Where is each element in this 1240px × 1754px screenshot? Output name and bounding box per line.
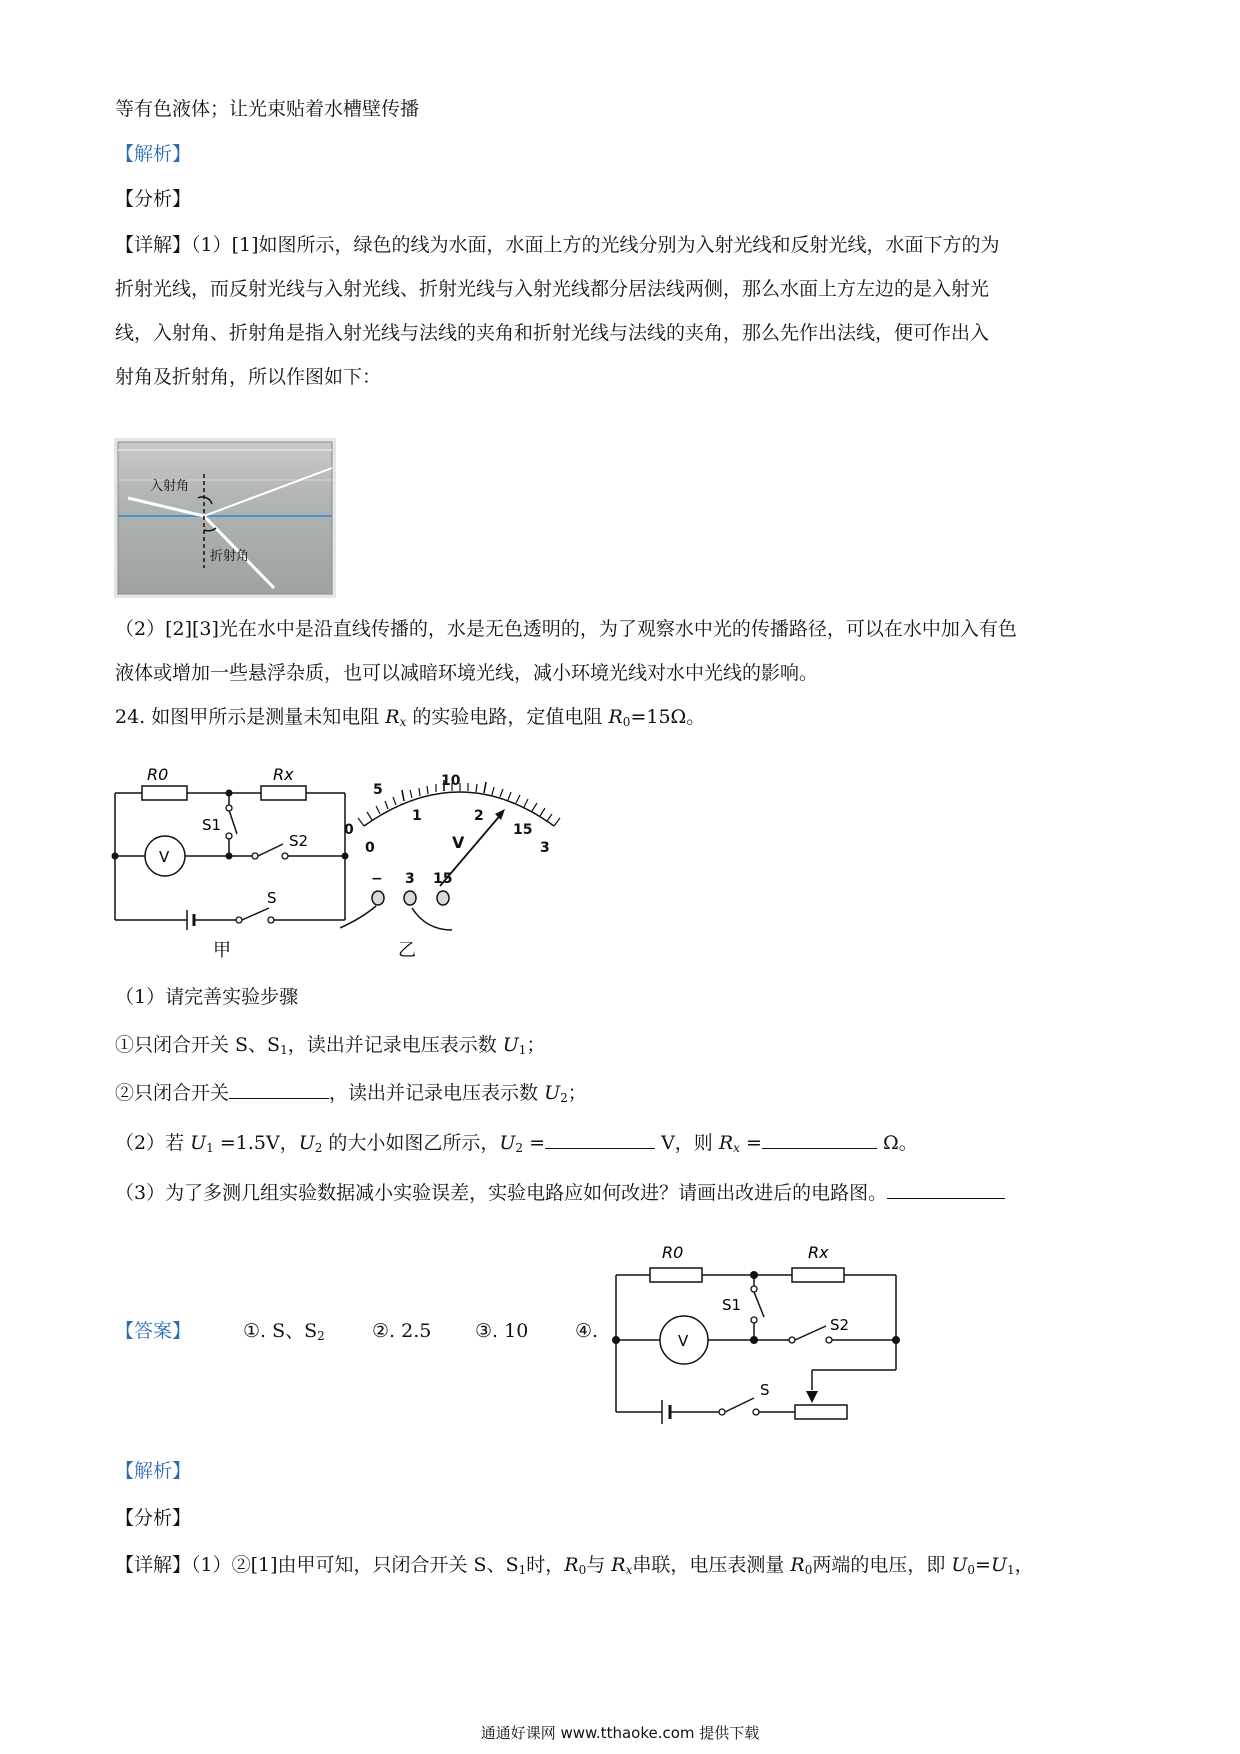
circuit-improved (600, 1222, 930, 1447)
page-footer: 通通好课网 www.tthaoke.com 提供下载 (480, 1724, 760, 1742)
jiexi-label: 【解析】 (115, 143, 192, 165)
rx-label: Rx (808, 1243, 829, 1262)
s-label: S (267, 889, 277, 907)
xiangjie-label: 【详解】 (115, 234, 192, 256)
scale-top-5: 5 (373, 782, 383, 798)
text-line: 等有色液体；让光束贴着水槽壁传播 (115, 98, 420, 120)
detail-line: （2）[2][3]光在水中是沿直线传播的，水是无色透明的，为了观察水中光的传播路径，可以在水中加入有色 (115, 618, 1017, 640)
detail-line: 液体或增加一些悬浮杂质，也可以减暗环境光线，减小环境光线对水中光线的影响。 (115, 662, 819, 684)
voltmeter-label: V (159, 848, 170, 866)
fenxi-label: 【分析】 (115, 1507, 192, 1529)
answer-blank[interactable] (229, 1080, 329, 1099)
scale-bottom-2: 2 (474, 808, 484, 824)
rx-label: Rx (273, 765, 294, 784)
detail-line: 射角及折射角，所以作图如下： (115, 366, 382, 388)
voltmeter-label: V (678, 1332, 689, 1350)
question-24: 24. 如图甲所示是测量未知电阻 $R_x$ 的实验电路，定值电阻 $R_0=15\Omega$。 (115, 706, 706, 729)
scale-top-0: 0 (344, 822, 354, 838)
detail-text: （1）[1]如图所示，绿色的线为水面，水面上方的光线分别为入射光线和反射光线，水面下方的为 (191, 234, 1000, 256)
detail-line: 折射光线，而反射光线与入射光线、折射光线与入射光线都分居法线两侧，那么水面上方左边的是入射光 (115, 278, 990, 300)
scale-bottom-1: 1 (412, 808, 422, 824)
scale-top-10: 10 (441, 773, 461, 789)
terminal-15: 15 (433, 871, 453, 887)
incident-angle-label: 入射角 (150, 479, 190, 494)
r0-label: R0 (147, 765, 169, 784)
r0-label: R0 (662, 1243, 684, 1262)
caption-jia: 甲 (213, 940, 231, 961)
voltmeter-dial-yi (340, 748, 610, 968)
jiexi-label: 【解析】 (115, 1460, 192, 1482)
scale-bottom-3: 3 (540, 840, 550, 856)
detail-line: 【详解】（1）②[1]由甲可知，只闭合开关 S、$S_1$时，$R_0$与 $R_x$串联，电压表测量 $R_0$两端的电压，即 $U_0=U_1$， (115, 1554, 1034, 1577)
water-tank-photo (114, 438, 336, 598)
terminal-neg: − (371, 871, 383, 887)
detail-line (115, 232, 1000, 258)
fenxi-label: 【分析】 (115, 188, 192, 210)
caption-yi: 乙 (398, 940, 416, 961)
answer-blank[interactable] (762, 1130, 877, 1149)
terminal-3: 3 (405, 871, 415, 887)
answer-3: ③. 10 (475, 1320, 529, 1342)
answer-blank[interactable] (887, 1180, 1005, 1199)
step-title: （1）请完善实验步骤 (115, 986, 299, 1008)
s-label: S (760, 1381, 770, 1399)
circuit-jia (105, 760, 360, 965)
s1-label: S1 (722, 1296, 742, 1314)
unit-label: V (452, 833, 465, 852)
s2-label: S2 (830, 1316, 850, 1334)
step-1: ①只闭合开关 S、$S_1$，读出并记录电压表示数 $U_1$； (115, 1034, 546, 1057)
step-2: ②只闭合开关 ，读出并记录电压表示数 $U_2$； (115, 1082, 587, 1105)
s2-label: S2 (289, 832, 309, 850)
question-3: （3）为了多测几组实验数据减小实验误差，实验电路应如何改进？请画出改进后的电路图。 (115, 1180, 1005, 1206)
scale-top-15: 15 (513, 822, 533, 838)
s1-label: S1 (202, 816, 222, 834)
question-2: （2）若 $U_1 =1.5V$，$U_2$ 的大小如图乙所示，$U_2 = V$，则 $R_x = \Omega$。 (115, 1132, 918, 1155)
answer-4: ④. (575, 1320, 599, 1342)
refraction-angle-label: 折射角 (210, 549, 250, 564)
answer-label: 【答案】 (115, 1320, 192, 1342)
answer-2: ②. 2.5 (372, 1320, 432, 1342)
answer-1: ①. S、$S_2$ (243, 1320, 325, 1343)
detail-line: 线，入射角、折射角是指入射光线与法线的夹角和折射光线与法线的夹角，那么先作出法线，便可作出入 (115, 322, 990, 344)
scale-bottom-0: 0 (365, 840, 375, 856)
answer-blank[interactable] (545, 1130, 655, 1149)
